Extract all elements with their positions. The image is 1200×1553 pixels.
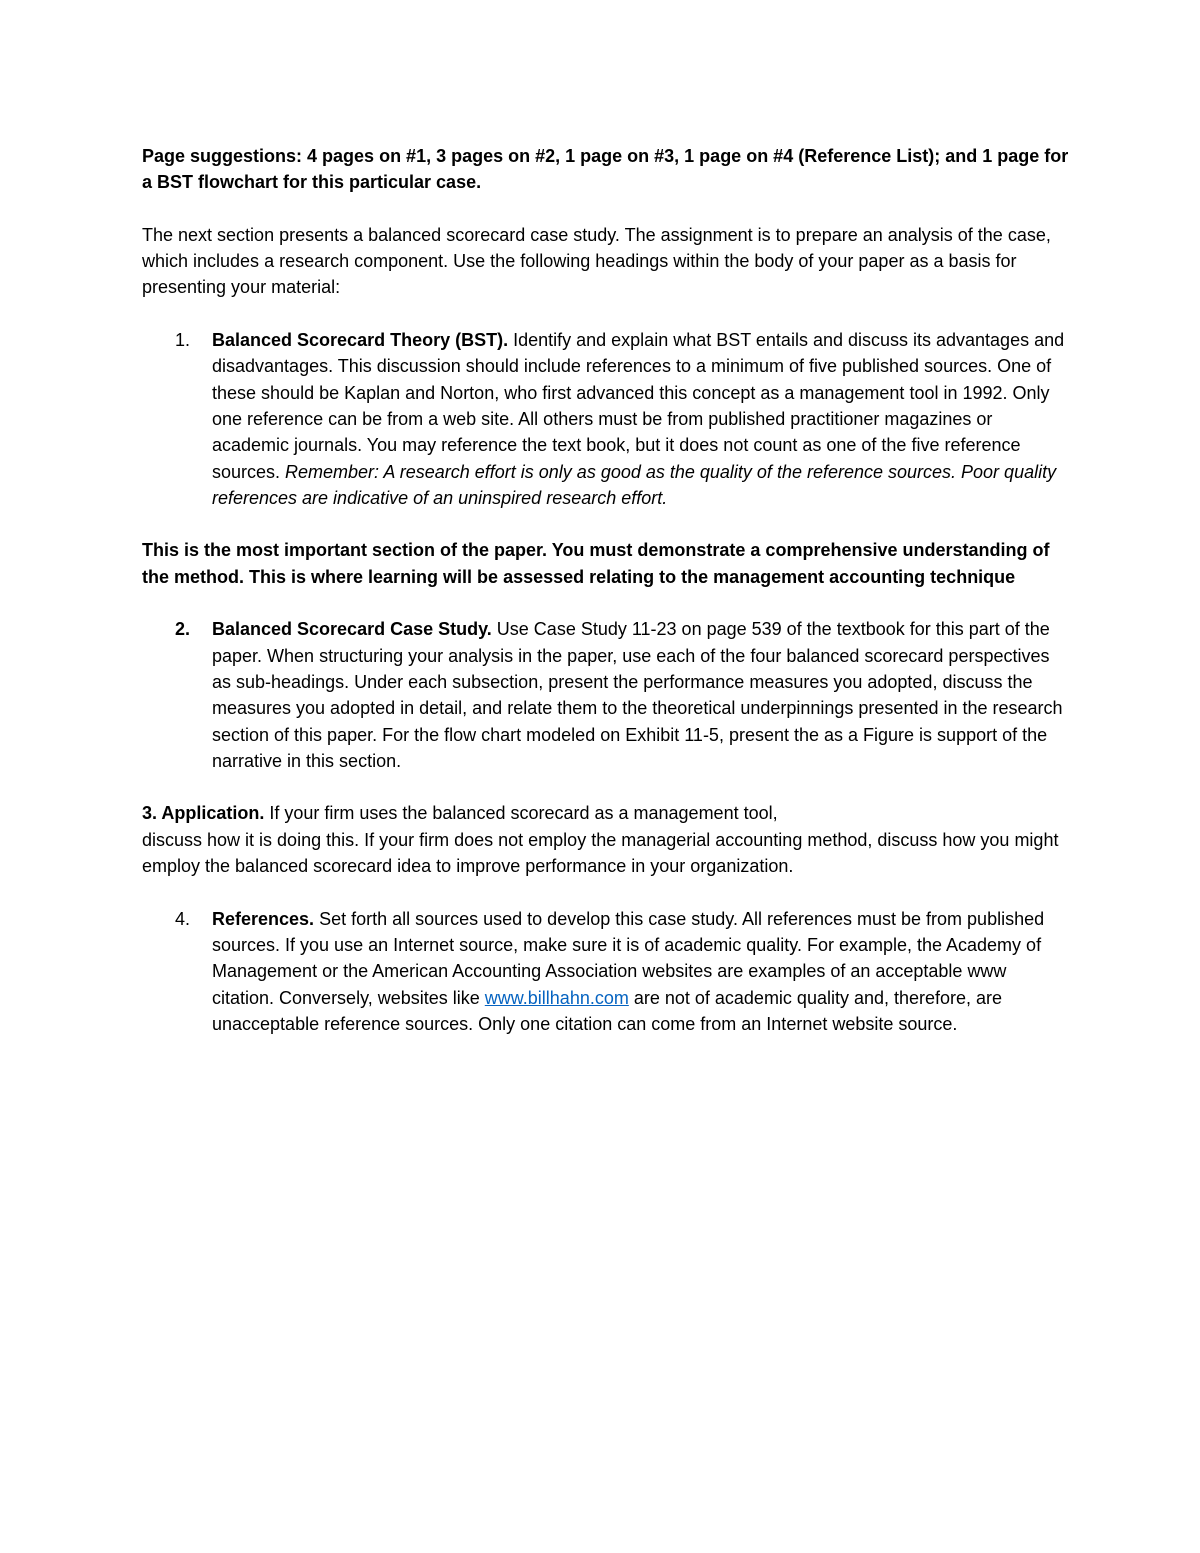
item-remark: Remember: A research effort is only as good as the quality of the reference sources. Poor quality references are indicative of an uninspired research effort. — [212, 461, 1057, 508]
item-body: Set forth all sources used to develop this case study. All references must be from published sources. If you use an Internet source, make sure it is of academic quality. For example, the Academy of Management or the American Accounting Association websites are examples of an acceptable www citation. Conversely, websites like — [212, 908, 1045, 1008]
list-number: 4. — [175, 908, 191, 929]
item-title: 3. Application. — [142, 803, 265, 824]
billhahn-link[interactable]: www.billhahn.com — [484, 987, 629, 1008]
item-body: Use Case Study 11-23 on page 539 of the textbook for this part of the paper. When structuring your analysis in the paper, use each of the four balanced scorecard perspectives as sub-headings. Under each subsection, present the performance measures you adopted, discuss the measures you adopted in detail, and relate them to the theoretical underpinnings presented in the research section of this paper. For the flow chart modeled on Exhibit 11-5, present the as a Figure is support of the narrative in this section. — [212, 619, 1063, 771]
item-first-line: If your firm uses the balanced scorecard as a management tool, — [264, 803, 778, 824]
list-item-references — [142, 906, 1072, 1037]
intro-paragraph: The next section presents a balanced scorecard case study. The assignment is to prepare an analysis of the case, which includes a research component. Use the following headings within the body of your paper as a basis for presenting your material: — [142, 224, 1051, 298]
item-title: Balanced Scorecard Theory (BST). — [212, 330, 509, 351]
application-section — [142, 800, 1072, 879]
list-item-bst — [142, 327, 1072, 511]
item-body-end: are not of academic quality and, therefore, are unacceptable reference sources. Only one citation can come from an Internet website source. — [212, 987, 1003, 1034]
list-number: 1. — [175, 330, 191, 351]
page-suggestions: Page suggestions: 4 pages on #1, 3 pages on #2, 1 page on #3, 1 page on #4 (Reference List); and 1 page for a BST flowchart for this particular case. — [142, 146, 1069, 193]
list-item-case-study — [142, 616, 1072, 774]
item-title: Balanced Scorecard Case Study. — [212, 619, 492, 640]
important-note: This is the most important section of the paper. You must demonstrate a comprehensive understanding of the method. This is where learning will be assessed relating to the management accounting technique — [142, 540, 1050, 587]
item-body: Identify and explain what BST entails and discuss its advantages and disadvantages. This discussion should include references to a minimum of five published sources. One of these should be Kaplan and Norton, who first advanced this concept as a management tool in 1992. Only one reference can be from a web site. All others must be from published practitioner magazines or academic journals. You may reference the text book, but it does not count as one of the five reference sources. — [212, 330, 1065, 482]
list-number: 2. — [175, 619, 191, 640]
document-body — [142, 143, 1072, 1063]
item-title: References. — [212, 908, 315, 929]
item-body: discuss how it is doing this. If your firm does not employ the managerial accounting method, discuss how you might employ the balanced scorecard idea to improve performance in your organization. — [142, 829, 1059, 877]
